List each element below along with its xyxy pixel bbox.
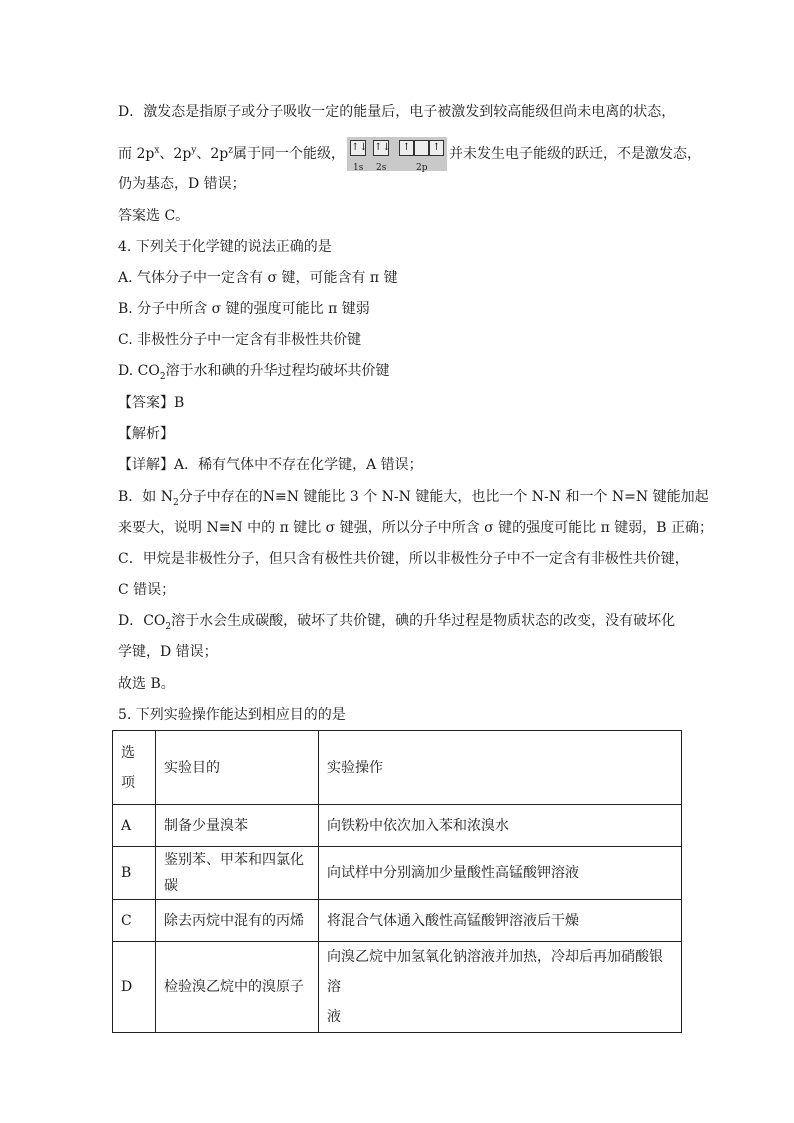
text-line: C 错误； <box>118 582 176 598</box>
orbital-box-2px: ↑ <box>399 140 414 156</box>
text-line: D．激发态是指原子或分子吸收一定的能量后，电子被激发到较高能级但尚未电离的状态， <box>118 104 676 120</box>
text-line: B．如 $N_2$分子中存在的N≡N 键能比 3 个 N-N 键能大，也比一个 N-N 和一个 N=N 键能加起 <box>118 489 709 508</box>
answer-label: 【答案】B <box>118 395 185 411</box>
question-title: 5. 下列实验操作能达到相应目的的是 <box>118 707 346 723</box>
table-row <box>113 847 682 900</box>
text-line: 学键，D 错误； <box>118 644 218 660</box>
cell-operation: 将混合气体通入酸性高锰酸钾溶液后干燥 <box>319 900 682 942</box>
table-row <box>113 805 682 847</box>
experiment-table <box>112 730 682 1033</box>
option-a: A. 气体分子中一定含有 σ 键，可能含有 π 键 <box>118 270 398 286</box>
orbital-box-2s: ↑↓ <box>373 140 389 156</box>
text-line: 而 $2p^x$、$2p^y$、$2p^z$属于同一个能级， ↑↓ ↑↓ ↑ ↑ 1s 2s 2p 并未发生电子能级的跃迁，不是激发态， <box>118 137 701 171</box>
text-line: 故选 B。 <box>118 676 175 692</box>
header-goal: 实验目的 <box>156 731 319 805</box>
text-line: 仍为基态，D 错误； <box>118 176 246 192</box>
orbital-label-2p: 2p <box>416 163 428 173</box>
cell-option: C <box>113 900 156 942</box>
analysis-label: 【解析】 <box>118 426 174 442</box>
cell-operation: 向铁粉中依次加入苯和浓溴水 <box>319 805 682 847</box>
cell-operation: 向试样中分别滴加少量酸性高锰酸钾溶液 <box>319 847 682 900</box>
orbital-label-1s: 1s <box>353 163 364 173</box>
orbital-box-2py <box>414 140 429 156</box>
table-row <box>113 900 682 942</box>
text-line: 答案选 C。 <box>118 208 190 224</box>
text-line: 来要大，说明 N≡N 中的 π 键比 σ 键强，所以分子中所含 σ 键的强度可能比 π 键弱，B 正确； <box>118 520 713 536</box>
cell-goal: 除去丙烷中混有的丙烯 <box>156 900 319 942</box>
option-c: C. 非极性分子中一定含有非极性共价键 <box>118 332 362 348</box>
cell-goal: 鉴别苯、甲苯和四氯化碳 <box>156 847 319 900</box>
cell-option: D <box>113 942 156 1033</box>
option-b: B. 分子中所含 σ 键的强度可能比 π 键弱 <box>118 301 370 317</box>
orbital-box-2pz: ↑ <box>429 140 444 156</box>
cell-operation: 向溴乙烷中加氢氧化钠溶液并加热，冷却后再加硝酸银溶 液 <box>319 942 682 1033</box>
orbital-label-2s: 2s <box>376 163 387 173</box>
cell-option: B <box>113 847 156 900</box>
orbital-diagram <box>347 137 447 171</box>
header-option: 选 项 <box>113 731 156 805</box>
table-header-row <box>113 731 682 805</box>
question-title: 4. 下列关于化学键的说法正确的是 <box>118 239 332 255</box>
text-line: C．甲烷是非极性分子，但只含有极性共价键，所以非极性分子中不一定含有非极性共价键， <box>118 551 689 567</box>
option-d: D. $CO_2$溶于水和碘的升华过程均破坏共价键 <box>118 363 390 382</box>
orbital-box-1s: ↑↓ <box>350 140 366 156</box>
cell-option: A <box>113 805 156 847</box>
cell-goal: 制备少量溴苯 <box>156 805 319 847</box>
text-line: 【详解】A．稀有气体中不存在化学键，A 错误； <box>118 457 423 473</box>
cell-goal: 检验溴乙烷中的溴原子 <box>156 942 319 1033</box>
text-line: D．$CO_2$溶于水会生成碳酸，破坏了共价键，碘的升华过程是物质状态的改变，没有破坏化 <box>118 613 676 632</box>
header-operation: 实验操作 <box>319 731 682 805</box>
table-row <box>113 942 682 1033</box>
